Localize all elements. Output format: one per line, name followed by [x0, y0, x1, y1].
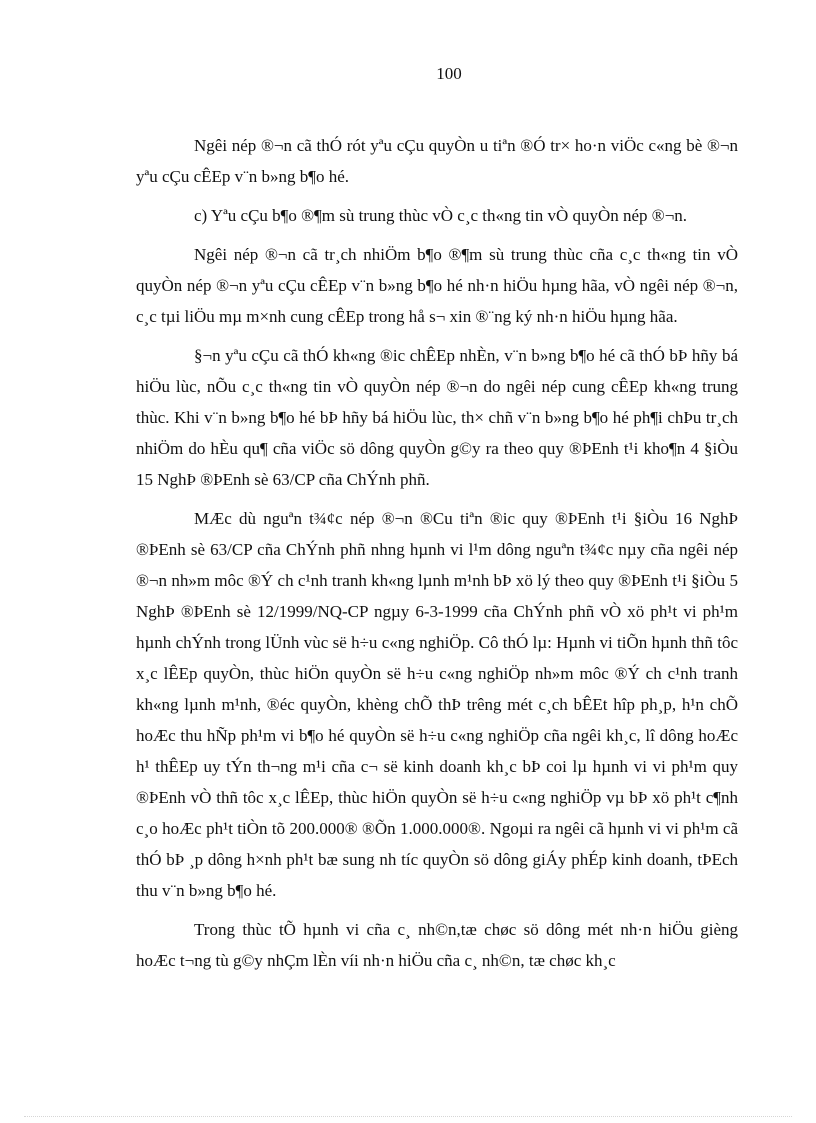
paragraph: Trong thùc tÕ hµnh vi cña c¸ nh©n,tæ chøc sö dông mét nh·n hiÖu gièng hoÆc t¬ng tù g©y nhÇm lÈn víi nh·n hiÖu cña c¸ nh©n, tæ chøc kh¸c	[136, 920, 738, 970]
page-bottom-rule	[24, 1116, 792, 1117]
page-body	[136, 130, 738, 984]
page-number: 100	[436, 64, 462, 83]
paragraph: MÆc dù nguªn t¾¢c nép ®¬n ®Cu tiªn ®ic quy ®ÞEnh t¹i §iÒu 16 NghÞ ®ÞEnh sè 63/CP cña ChÝnh phñ nhng hµnh vi l¹m dông nguªn t¾¢c nµy cña ngêi nép ®¬n nh»m môc ®Ý ch c¹nh tranh kh«ng lµnh m¹nh bÞ xö lý theo quy ®ÞEnh t¹i §iÒu 5 NghÞ ®ÞEnh sè 12/1999/NQ-CP ngµy 6-3-1999 cña ChÝnh phñ vÒ xö ph¹t vi ph¹m hµnh chÝnh trong lÜnh vùc së h÷u c«ng nghiÖp. Cô thÓ lµ: Hµnh vi tiÕn hµnh thñ tôc x¸c lÊEp quyÒn, thùc hiÖn quyÒn së h÷u c«ng nghiÖp nh»m môc ®Ý ch c¹nh tranh kh«ng lµnh m¹nh, ®éc quyÒn, khèng chÕ thÞ trêng mét c¸ch bÊEt hîp ph¸p, h¹n chÕ hoÆc thu hÑp ph¹m vi b¶o hé quyÒn së h÷u c«ng nghiÖp cña ngêi kh¸c, lî dông hoÆc h¹ thÊEp uy tÝn th¬ng m¹i cña c¬ së kinh doanh kh¸c bÞ coi lµ hµnh vi vi ph¹m quy ®ÞEnh vÒ thñ tôc x¸c lÊEp, thùc hiÖn quyÒn së h÷u c«ng nghiÖp vµ bÞ xö ph¹t c¶nh c¸o hoÆc ph¹t tiÒn tõ 200.000® ®Õn 1.000.000®. Ngoµi ra ngêi cã hµnh vi vi ph¹m cã thÓ bÞ ¸p dông h×nh ph¹t bæ sung nh tíc quyÒn sö dông giÁy phÉp kinh doanh, tÞEch thu v¨n b»ng b¶o hé.	[136, 509, 738, 900]
paragraph: c) Yªu cÇu b¶o ®¶m sù trung thùc vÒ c¸c th«ng tin vÒ quyÒn nép ®¬n.	[194, 206, 688, 225]
paragraph: Ngêi nép ®¬n cã tr¸ch nhiÖm b¶o ®¶m sù trung thùc cña c¸c th«ng tin vÒ quyÒn nép ®¬n yªu cÇu cÊEp v¨n b»ng b¶o hé nh·n hiÖu hµng hãa, vÒ ngêi nép ®¬n, c¸c tµi liÖu mµ m×nh cung cÊEp trong hå s¬ xin ®¨ng ký nh·n hiÖu hµng hãa.	[136, 245, 738, 326]
paragraph: Ngêi nép ®¬n cã thÓ rót yªu cÇu quyÒn u tiªn ®Ó tr× ho·n viÖc c«ng bè ®¬n yªu cÇu cÊEp v¨n b»ng b¶o hé.	[136, 136, 738, 186]
paragraph: §¬n yªu cÇu cã thÓ kh«ng ®ic chÊEp nhÈn, v¨n b»ng b¶o hé cã thÓ bÞ hñy bá hiÖu lùc, nÕu c¸c th«ng tin vÒ quyÒn nép ®¬n do ngêi nép cung cÊEp kh«ng trung thùc. Khi v¨n b»ng b¶o hé bÞ hñy bá hiÖu lùc, th× chñ v¨n b»ng b¶o hé ph¶i chÞu tr¸ch nhiÖm do hÈu qu¶ cña viÖc sö dông quyÒn g©y ra theo quy ®ÞEnh t¹i kho¶n 4 §iÒu 15 NghÞ ®ÞEnh sè 63/CP cña ChÝnh phñ.	[136, 346, 738, 489]
